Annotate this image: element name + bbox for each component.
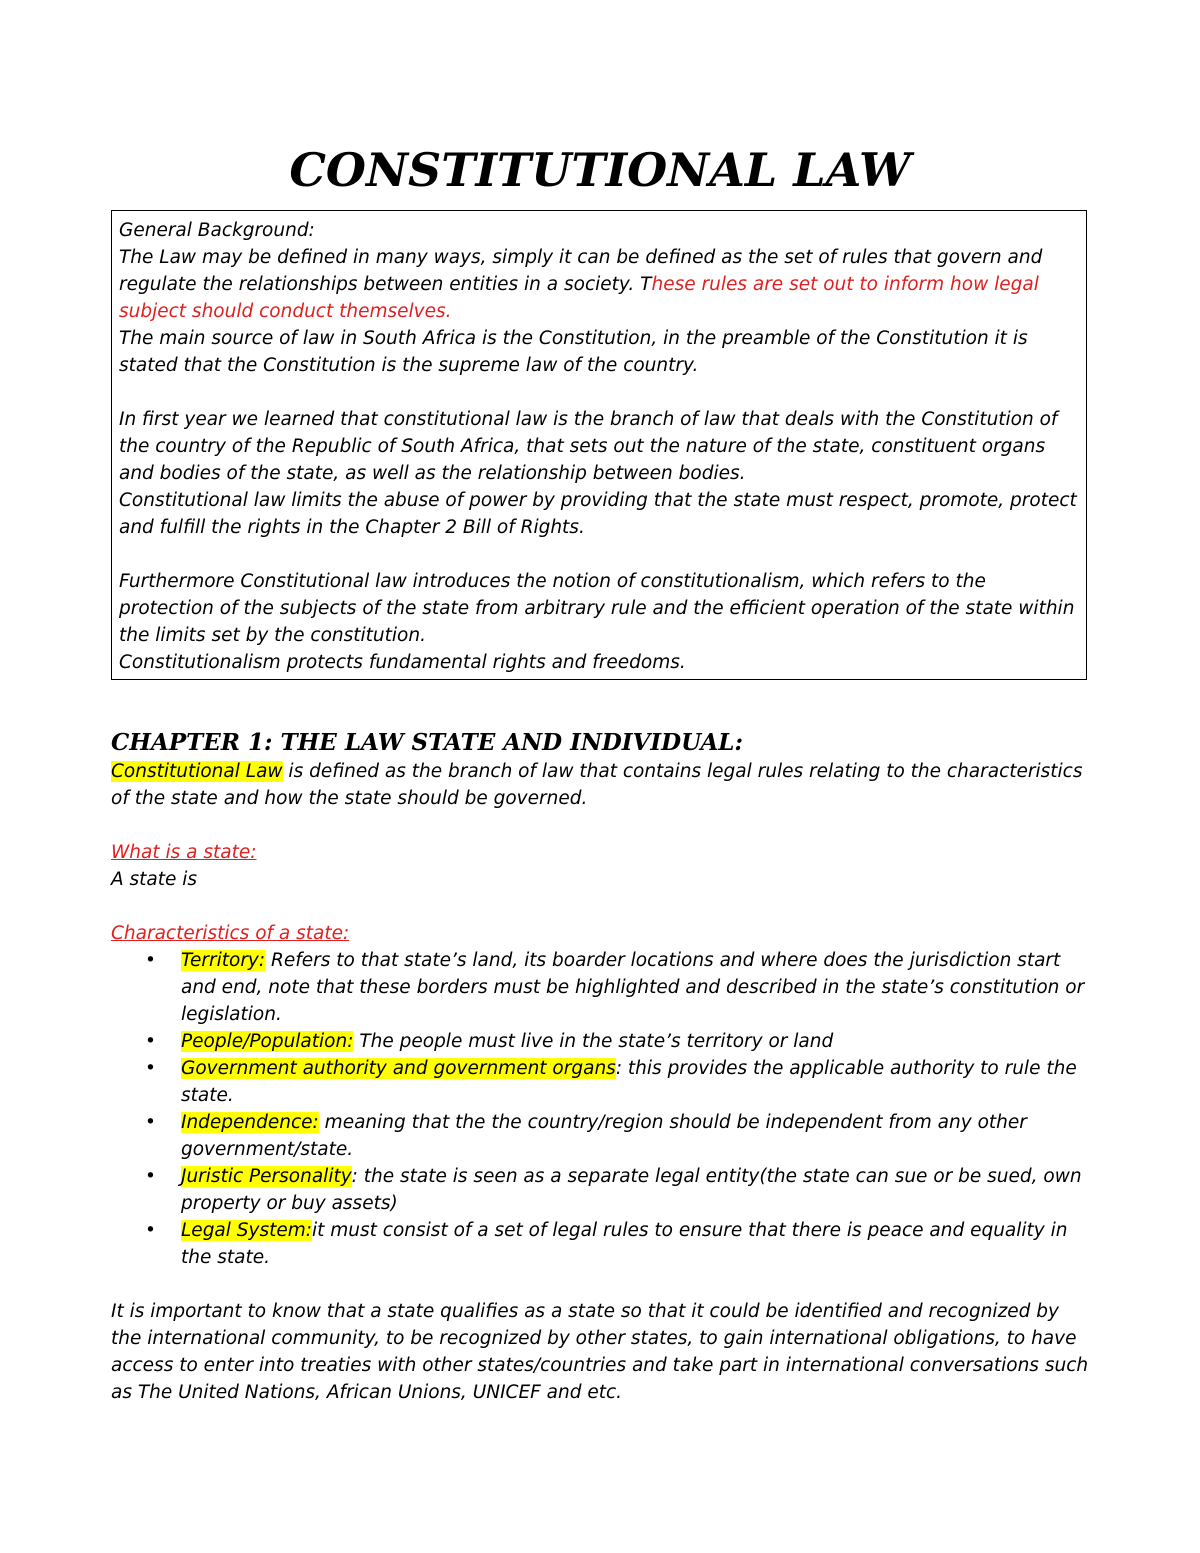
definition-paragraph: Constitutional Law is defined as the branch of law that contains legal rules relating to the characteristics of the state and how the state should be governed. <box>111 761 1083 809</box>
red-text: hese rules are set out to inform how legal subject should conduct themselves. <box>119 274 1039 322</box>
highlighted-term: Independence: <box>181 1112 319 1133</box>
highlighted-term: Territory: <box>181 950 266 971</box>
characteristics-heading: Characteristics of a state: <box>111 923 350 944</box>
highlighted-term: Government authority and government organs <box>181 1058 616 1079</box>
box-paragraph-1: The Law may be defined in many ways, simply it can be defined as the set of rules that govern and regulate the relationships between entities in a society. These rules are set out to inform how legal subject should conduct themselves. <box>119 247 1043 322</box>
list-item: • Government authority and government organs: this provides the applicable authority to rule the state. <box>111 1055 1091 1109</box>
list-item: • People/Population: The people must live in the state’s territory or land <box>111 1028 1091 1055</box>
what-is-state-text: A state is <box>111 869 198 890</box>
highlighted-term: Constitutional Law <box>111 761 283 782</box>
list-item: • Juristic Personality: the state is seen as a separate legal entity(the state can sue or be sued, own property or buy assets) <box>111 1163 1091 1217</box>
box-paragraph-3: In first year we learned that constitutional law is the branch of law that deals with the Constitution of the country of the Republic of South Africa, that sets out the nature of the state, constituent organs and bodies of the state, as well as the relationship between bodies. <box>119 409 1058 484</box>
bullet-icon: • <box>145 1220 156 1241</box>
box-paragraph-6: Constitutionalism protects fundamental rights and freedoms. <box>119 652 686 673</box>
chapter-body <box>111 758 1091 1406</box>
general-background-box <box>111 210 1087 680</box>
bullet-icon: • <box>145 1166 156 1187</box>
bullet-icon: • <box>145 950 156 971</box>
characteristics-list <box>111 947 1091 1271</box>
list-item: • Independence: meaning that the the country/region should be independent from any other government/state. <box>111 1109 1091 1163</box>
box-paragraph-5: Furthermore Constitutional law introduces the notion of constitutionalism, which refers to the protection of the subjects of the state from arbitrary rule and the efficient operation of the state within the limits set by the constitution. <box>119 571 1075 646</box>
bullet-icon: • <box>145 1112 156 1133</box>
highlighted-term: Legal System: <box>181 1220 313 1241</box>
what-is-state-heading: What is a state: <box>111 842 257 863</box>
box-heading: General Background: <box>119 220 315 241</box>
box-paragraph-2: The main source of law in South Africa is the Constitution, in the preamble of the Constitution it is stated that the Constitution is the supreme law of the country. <box>119 328 1028 376</box>
list-item: • Territory: Refers to that state’s land, its boarder locations and where does the jurisdiction start and end, note that these borders must be highlighted and described in the state’s constitution or legislation. <box>111 947 1091 1028</box>
highlighted-term: Juristic Personality <box>181 1166 352 1187</box>
chapter-heading: CHAPTER 1: THE LAW STATE AND INDIVIDUAL: <box>111 729 743 756</box>
bullet-icon: • <box>145 1031 156 1052</box>
highlighted-term: People/Population: <box>181 1031 354 1052</box>
list-item: • Legal System:it must consist of a set of legal rules to ensure that there is peace and equality in the state. <box>111 1217 1091 1271</box>
document-title: CONSTITUTIONAL LAW <box>289 143 911 197</box>
closing-paragraph: It is important to know that a state qualifies as a state so that it could be identified and recognized by the international community, to be recognized by other states, to gain international obligations, to have access to enter into treaties with other states/countries and take part in international conversations such as The United Nations, African Unions, UNICEF and etc. <box>111 1301 1089 1403</box>
bullet-icon: • <box>145 1058 156 1079</box>
box-paragraph-4: Constitutional law limits the abuse of power by providing that the state must respect, promote, protect and fulfill the rights in the Chapter 2 Bill of Rights. <box>119 490 1077 538</box>
